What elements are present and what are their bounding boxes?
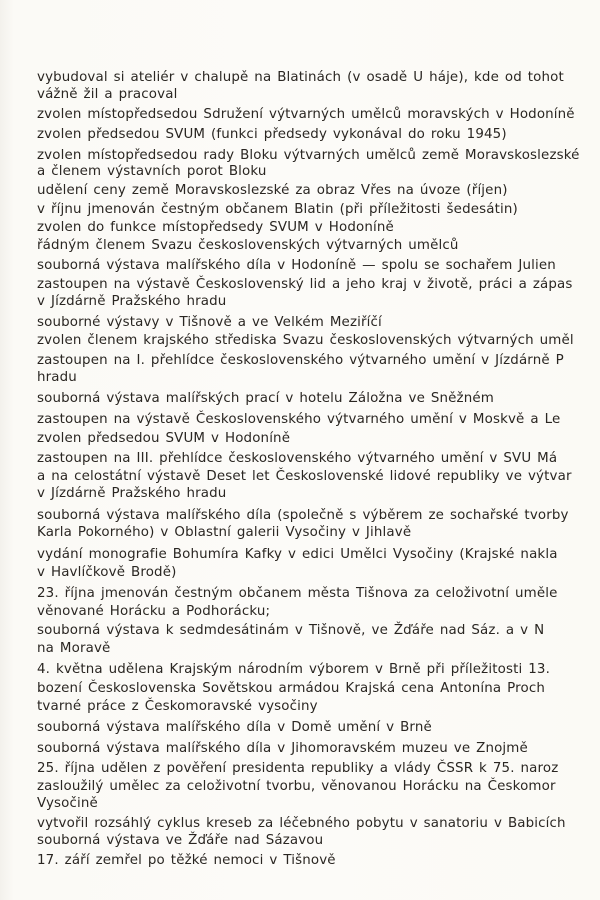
timeline-entry-line: souborná výstava malířského díla v Hodoníně — spolu se sochařem Julien (37, 258, 556, 273)
timeline-entry-line: hradu (37, 370, 77, 385)
timeline-entry-line: vytvořil rozsáhlý cyklus kreseb za léčebného pobytu v sanatoriu v Babicích (37, 816, 566, 831)
timeline-entry-line: tvarné práce z Českomoravské vysočiny (37, 699, 318, 714)
timeline-entry-line: vybudoval si ateliér v chalupě na Blatinách (v osadě U háje), kde od tohot (37, 70, 564, 85)
timeline-entry-line: řádným členem Svazu československých výtvarných umělců (37, 238, 459, 253)
timeline-entry-line: souborné výstavy v Tišnově a ve Velkém Meziříčí (37, 315, 382, 330)
timeline-entry-line: bození Československa Sovětskou armádou Krajská cena Antonína Proch (37, 681, 546, 696)
timeline-entry-line: v Havlíčkově Brodě) (37, 565, 177, 580)
timeline-entry-line: zastoupen na III. přehlídce československého výtvarného umění v SVU Má (37, 451, 558, 466)
timeline-entry-line: souborná výstava malířského díla v Jihomoravském muzeu ve Znojmě (37, 741, 528, 756)
timeline-entry-line: zvolen předsedou SVUM (funkci předsedy vykonával do roku 1945) (37, 127, 507, 142)
timeline-entry-line: vážně žil a pracoval (37, 87, 178, 102)
timeline-entry-line: souborná výstava malířského díla (společně s výběrem ze sochařské tvorby (37, 508, 569, 523)
timeline-entry-line: zvolen místopředsedou rady Bloku výtvarných umělců země Moravskoslezské (37, 148, 580, 163)
timeline-entry-line: souborná výstava malířských prací v hotelu Záložna ve Sněžném (37, 391, 494, 406)
timeline-entry-line: zasloužilý umělec za celoživotní tvorbu, věnovanou Horácku na Českomor (37, 779, 556, 794)
timeline-entry-line: 17. září zemřel po těžké nemoci v Tišnově (37, 853, 336, 868)
timeline-entry-line: v Jízdárně Pražského hradu (37, 294, 227, 309)
timeline-entry-line: souborná výstava k sedmdesátinám v Tišnově, ve Žďáře nad Sáz. a v N (37, 623, 545, 638)
timeline-entry-line: na Moravě (37, 641, 111, 656)
timeline-entry-line: zastoupen na výstavě Československý lid a jeho kraj v životě, práci a zápas (37, 277, 573, 292)
timeline-entry-line: zvolen místopředsedou Sdružení výtvarných umělců moravských v Hodoníně (37, 107, 575, 122)
timeline-entry-line: Vysočině (37, 796, 98, 811)
timeline-entry-line: souborná výstava ve Žďáře nad Sázavou (37, 833, 324, 848)
timeline-entry-line: udělení ceny země Moravskoslezské za obraz Vřes na úvoze (říjen) (37, 183, 508, 198)
timeline-entry-line: 25. října udělen z pověření presidenta republiky a vlády ČSSR k 75. naroz (37, 761, 559, 776)
timeline-entry-line: Karla Pokorného) v Oblastní galerii Vysočiny v Jihlavě (37, 525, 412, 540)
timeline-entry-line: zastoupen na I. přehlídce československého výtvarného umění v Jízdárně P (37, 353, 564, 368)
timeline-entry-line: v říjnu jmenován čestným občanem Blatin (při příležitosti šedesátin) (37, 202, 518, 217)
timeline-entry-line: 4. května udělena Krajským národním výborem v Brně při příležitosti 13. (37, 662, 550, 677)
timeline-entry-line: a na celostátní výstavě Deset let Československé lidové republiky ve výtvar (37, 469, 572, 484)
timeline-entry-line: a členem výstavních porot Bloku (37, 164, 267, 179)
timeline-entry-line: věnované Horácku a Podhorácku; (37, 604, 271, 619)
timeline-entry-line: 23. října jmenován čestným občanem města Tišnova za celoživotní uměle (37, 586, 558, 601)
timeline-entry-line: zastoupen na výstavě Československého výtvarného umění v Moskvě a Le (37, 412, 561, 427)
timeline-entry-line: souborná výstava malířského díla v Domě umění v Brně (37, 720, 432, 735)
timeline-entry-line: vydání monografie Bohumíra Kafky v edici Umělci Vysočiny (Krajské nakla (37, 547, 558, 562)
timeline-entry-line: zvolen členem krajského střediska Svazu československých výtvarných uměl (37, 333, 574, 348)
timeline-entry-line: zvolen předsedou SVUM v Hodoníně (37, 431, 291, 446)
timeline-entry-line: v Jízdárně Pražského hradu (37, 486, 227, 501)
timeline-entry-line: zvolen do funkce místopředsedy SVUM v Hodoníně (37, 220, 394, 235)
